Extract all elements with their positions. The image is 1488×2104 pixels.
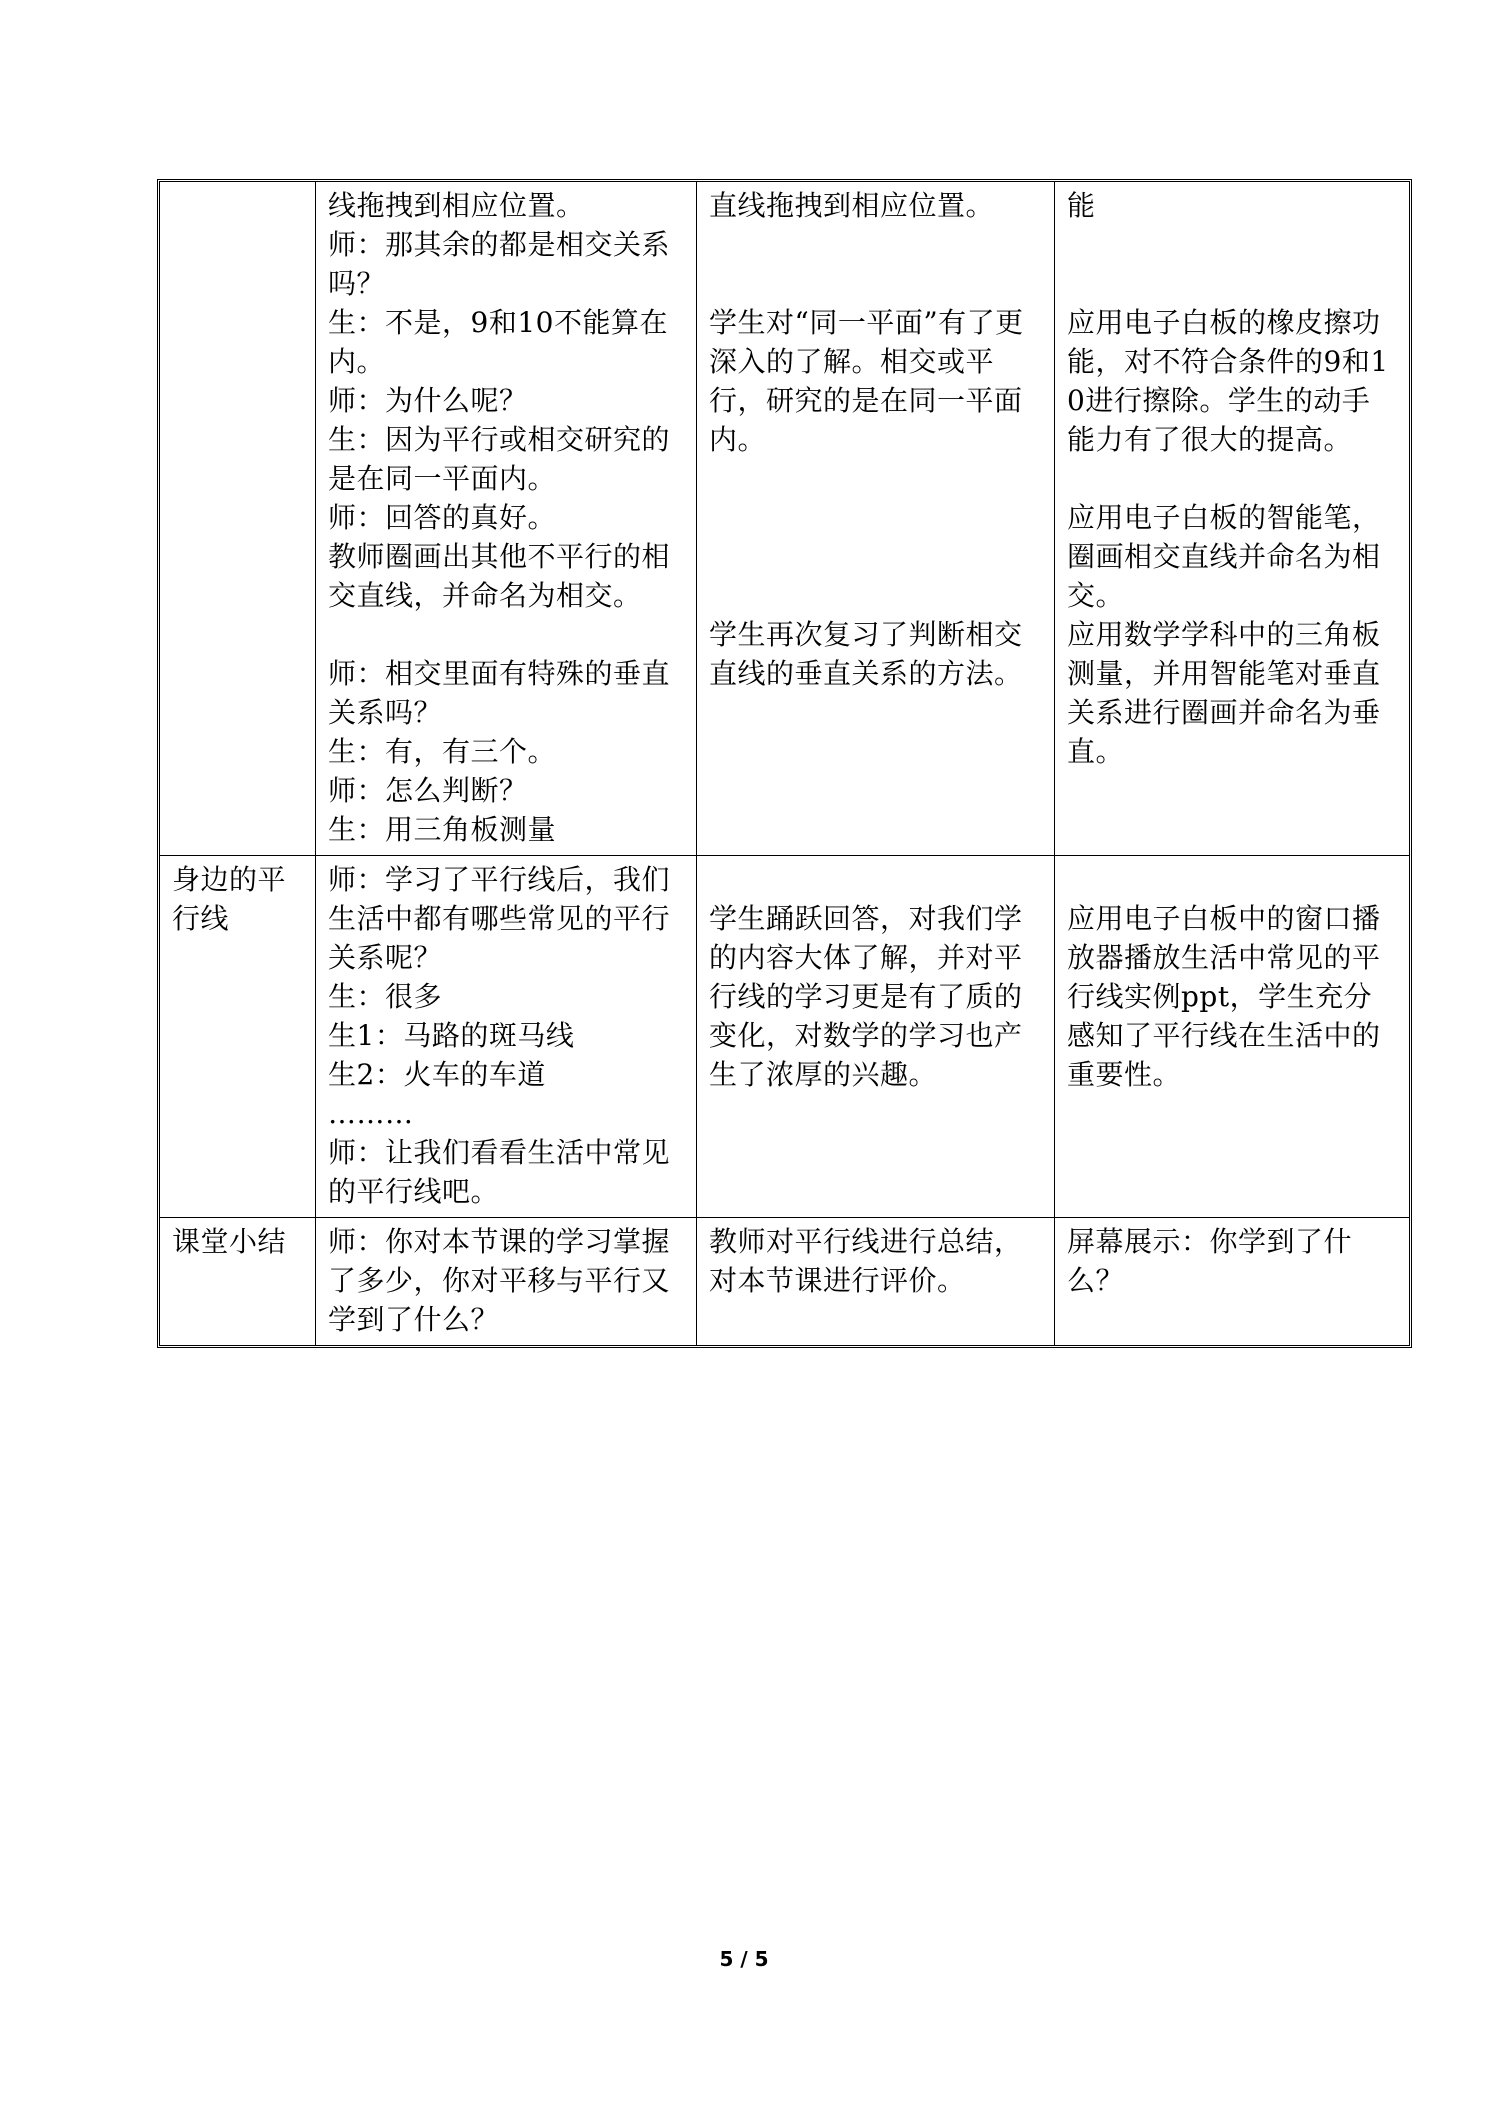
text-line: 学生踊跃回答，对我们学的内容大体了解，并对平行线的学习更是有了质的变化，对数学的学习也产生了浓厚的兴趣。 xyxy=(709,902,1023,1091)
stage-cell: 课堂小结 xyxy=(160,1218,316,1345)
text-line: ……… xyxy=(328,1097,414,1130)
text-line: 学生对“同一平面”有了更深入的了解。相交或平行，研究的是在同一平面内。 xyxy=(709,306,1024,456)
text-line: 生2：火车的车道 xyxy=(328,1058,546,1091)
text-line: 应用电子白板中的窗口播放器播放生活中常见的平行线实例ppt，学生充分感知了平行线在生活中的重要性。 xyxy=(1067,902,1381,1091)
text-line: 线拖拽到相应位置。 xyxy=(328,189,585,222)
text-line: 师：你对本节课的学习掌握了多少，你对平移与平行又学到了什么？ xyxy=(328,1225,671,1336)
text-line: 师：那其余的都是相交关系吗？ xyxy=(328,228,671,300)
text-line: 生：用三角板测量 xyxy=(328,813,557,846)
text-line: 师：回答的真好。 xyxy=(328,501,557,534)
text-line: 屏幕展示：你学到了什么？ xyxy=(1067,1225,1353,1297)
text-line: 应用数学学科中的三角板测量，并用智能笔对垂直关系进行圈画并命名为垂直。 xyxy=(1067,618,1381,768)
text-line: 教师对平行线进行总结，对本节课进行评价。 xyxy=(709,1225,1023,1297)
text-line: 生：因为平行或相交研究的是在同一平面内。 xyxy=(328,423,671,495)
tech-cell xyxy=(1055,1218,1409,1345)
text-line: 学生再次复习了判断相交直线的垂直关系的方法。 xyxy=(709,618,1023,690)
text-line: 应用电子白板的智能笔，圈画相交直线并命名为相交。 xyxy=(1067,501,1381,612)
text-line: 师：相交里面有特殊的垂直关系吗？ xyxy=(328,657,671,729)
text-line: 能 xyxy=(1067,189,1096,222)
process-cell xyxy=(316,182,697,856)
student-cell xyxy=(697,1218,1055,1345)
text-line: 师：学习了平行线后，我们生活中都有哪些常见的平行关系呢？ xyxy=(328,863,671,974)
text-line: 师：让我们看看生活中常见的平行线吧。 xyxy=(328,1136,671,1208)
table-row xyxy=(160,856,1409,1218)
tech-cell xyxy=(1055,856,1409,1218)
tech-cell xyxy=(1055,182,1409,856)
text-line: 生1：马路的斑马线 xyxy=(328,1019,575,1052)
text-line: 师：怎么判断？ xyxy=(328,774,528,807)
text-line: 教师圈画出其他不平行的相交直线，并命名为相交。 xyxy=(328,540,671,612)
stage-cell: 身边的平行线 xyxy=(160,856,316,1218)
process-cell xyxy=(316,856,697,1218)
text-line: 生：有，有三个。 xyxy=(328,735,557,768)
process-cell xyxy=(316,1218,697,1345)
text-line: 师：为什么呢？ xyxy=(328,384,528,417)
text-line: 直线拖拽到相应位置。 xyxy=(709,189,995,222)
text-line: 生：不是，9和10不能算在内。 xyxy=(328,306,668,378)
table-row xyxy=(160,1218,1409,1345)
lesson-plan-table xyxy=(157,179,1412,1348)
text-line: 应用电子白板的橡皮擦功能，对不符合条件的9和10进行擦除。学生的动手能力有了很大的提高。 xyxy=(1067,306,1389,456)
stage-cell xyxy=(160,182,316,856)
student-cell xyxy=(697,182,1055,856)
text-line: 生：很多 xyxy=(328,980,443,1013)
student-cell xyxy=(697,856,1055,1218)
table-row xyxy=(160,182,1409,856)
page-number: 5 / 5 xyxy=(719,1947,769,1971)
